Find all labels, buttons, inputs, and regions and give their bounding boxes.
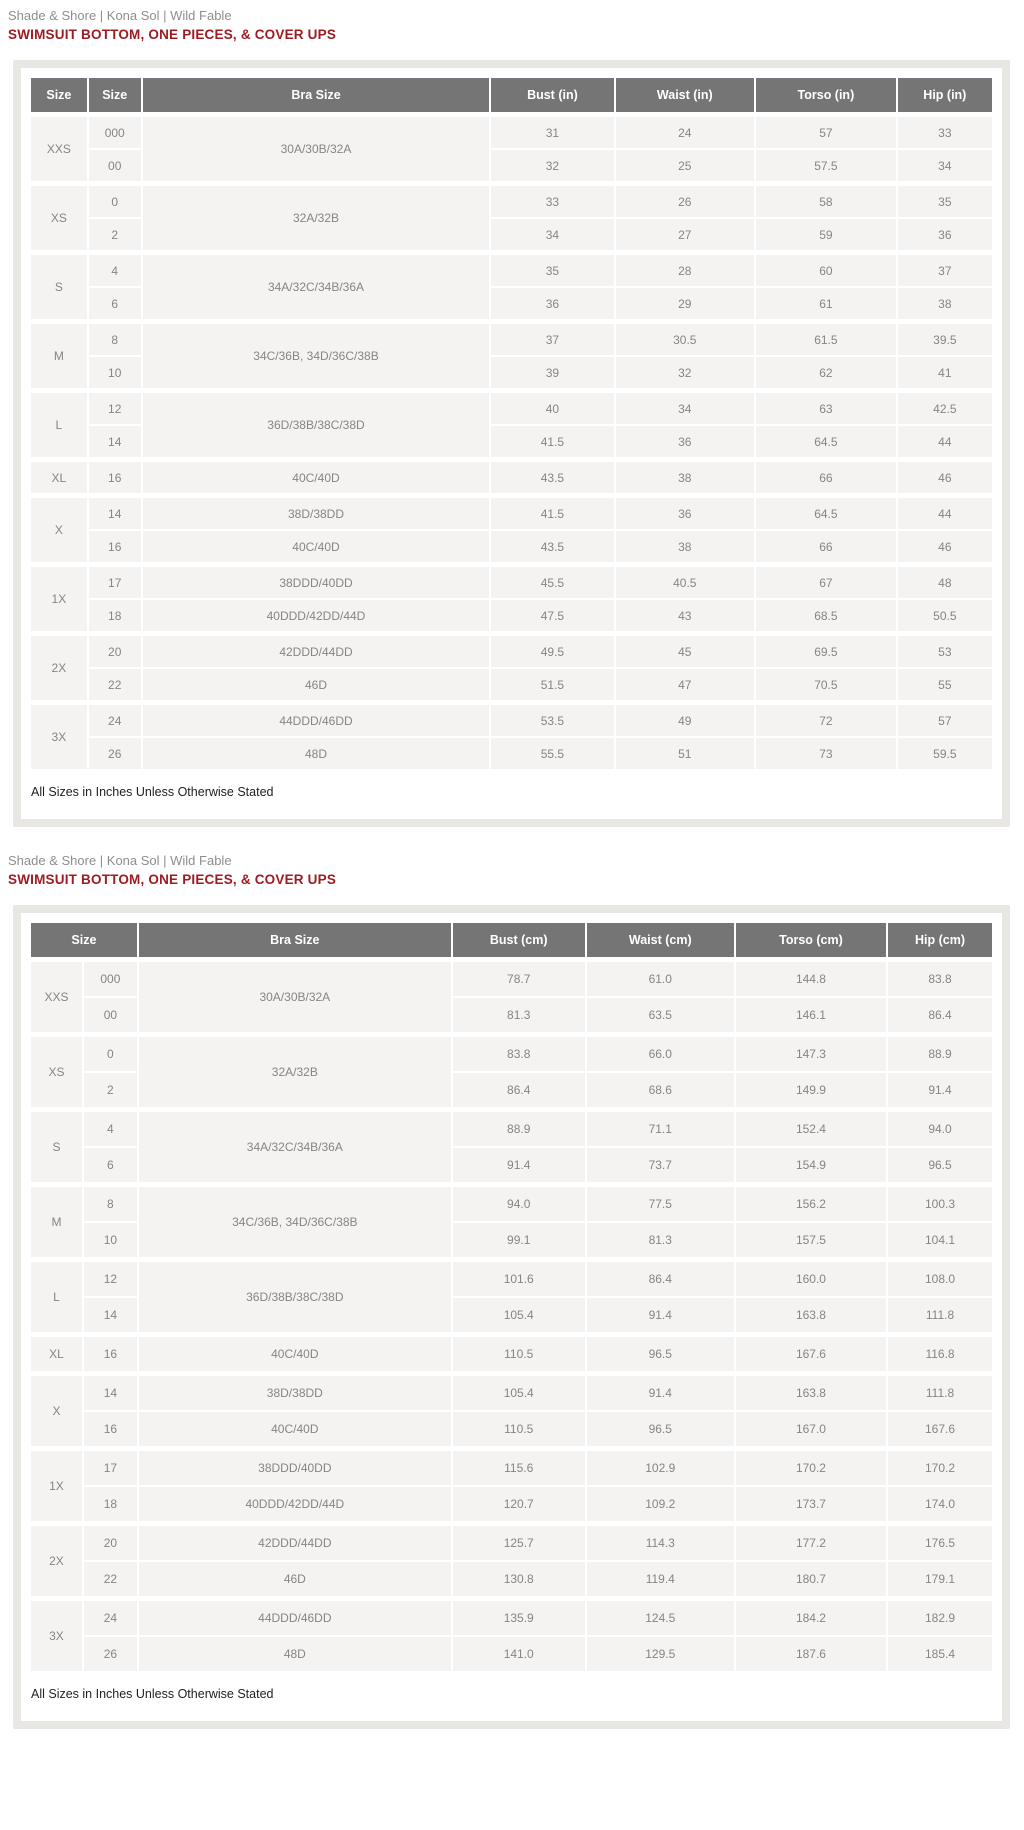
torso-cell: 144.8 [735,960,887,998]
column-header: Torso (cm) [735,922,887,960]
waist-cell: 86.4 [586,1260,735,1298]
column-header: Torso (in) [755,77,897,115]
bust-cell: 43.5 [490,460,614,496]
bra-size-cell: 40DDD/42DD/44D [138,1486,452,1524]
column-header: Bra Size [142,77,491,115]
torso-cell: 147.3 [735,1035,887,1073]
waist-cell: 129.5 [586,1636,735,1671]
table-row [30,634,993,669]
bust-cell: 37 [490,322,614,357]
bust-cell: 40 [490,391,614,426]
torso-cell: 59 [755,218,897,253]
torso-cell: 64.5 [755,496,897,531]
torso-cell: 57 [755,115,897,150]
hip-cell: 46 [897,530,993,565]
table-row [30,1185,993,1223]
hip-cell: 42.5 [897,391,993,426]
size-cell: 8 [83,1185,138,1223]
torso-cell: 57.5 [755,149,897,184]
size-chart-panel [21,68,1002,819]
hip-cell: 34 [897,149,993,184]
bust-cell: 99.1 [452,1222,586,1260]
size-cell: 14 [83,1374,138,1412]
bust-cell: 41.5 [490,496,614,531]
hip-cell: 44 [897,425,993,460]
hip-cell: 185.4 [887,1636,993,1671]
waist-cell: 71.1 [586,1110,735,1148]
bra-size-cell: 44DDD/46DD [142,703,491,738]
hip-cell: 57 [897,703,993,738]
size-chart-table-inches [29,76,994,769]
hip-cell: 39.5 [897,322,993,357]
waist-cell: 68.6 [586,1072,735,1110]
hip-cell: 48 [897,565,993,600]
bra-size-cell: 40DDD/42DD/44D [142,599,491,634]
hip-cell: 38 [897,287,993,322]
bra-size-cell: 40C/40D [138,1411,452,1449]
bust-cell: 141.0 [452,1636,586,1671]
column-header: Waist (cm) [586,922,735,960]
waist-cell: 124.5 [586,1599,735,1637]
table-row [30,1335,993,1374]
waist-cell: 28 [615,253,756,288]
torso-cell: 173.7 [735,1486,887,1524]
torso-cell: 66 [755,530,897,565]
bust-cell: 83.8 [452,1035,586,1073]
torso-cell: 157.5 [735,1222,887,1260]
size-cell: 2 [88,218,142,253]
bust-cell: 105.4 [452,1297,586,1335]
torso-cell: 177.2 [735,1524,887,1562]
table-row [30,1486,993,1524]
hip-cell: 35 [897,184,993,219]
waist-cell: 77.5 [586,1185,735,1223]
size-cell: 000 [88,115,142,150]
size-cell: 17 [83,1449,138,1487]
column-header: Hip (cm) [887,922,993,960]
size-cell: 16 [83,1411,138,1449]
table-row [30,1110,993,1148]
torso-cell: 73 [755,737,897,769]
column-header: Size [30,922,138,960]
bust-cell: 51.5 [490,668,614,703]
hip-cell: 111.8 [887,1297,993,1335]
size-cell: 16 [88,460,142,496]
hip-cell: 44 [897,496,993,531]
table-row [30,737,993,769]
column-header: Hip (in) [897,77,993,115]
size-group-cell: XS [30,1035,83,1110]
hip-cell: 116.8 [887,1335,993,1374]
waist-cell: 40.5 [615,565,756,600]
torso-cell: 70.5 [755,668,897,703]
waist-cell: 27 [615,218,756,253]
hip-cell: 182.9 [887,1599,993,1637]
size-cell: 14 [83,1297,138,1335]
waist-cell: 30.5 [615,322,756,357]
bust-cell: 36 [490,287,614,322]
hip-cell: 100.3 [887,1185,993,1223]
bust-cell: 110.5 [452,1411,586,1449]
waist-cell: 36 [615,425,756,460]
size-cell: 26 [83,1636,138,1671]
waist-cell: 36 [615,496,756,531]
waist-cell: 81.3 [586,1222,735,1260]
hip-cell: 96.5 [887,1147,993,1185]
table-row [30,960,993,998]
torso-cell: 61 [755,287,897,322]
bust-cell: 43.5 [490,530,614,565]
hip-cell: 37 [897,253,993,288]
hip-cell: 36 [897,218,993,253]
bra-size-cell: 42DDD/44DD [142,634,491,669]
size-group-cell: XXS [30,115,88,184]
size-cell: 4 [88,253,142,288]
waist-cell: 34 [615,391,756,426]
bust-cell: 125.7 [452,1524,586,1562]
size-cell: 17 [88,565,142,600]
bust-cell: 49.5 [490,634,614,669]
size-cell: 16 [88,530,142,565]
column-header: Size [88,77,142,115]
bust-cell: 94.0 [452,1185,586,1223]
brand-breadcrumb: Shade & Shore | Kona Sol | Wild Fable [8,8,232,23]
hip-cell: 53 [897,634,993,669]
bust-cell: 120.7 [452,1486,586,1524]
bust-cell: 91.4 [452,1147,586,1185]
bra-size-cell: 36D/38B/38C/38D [138,1260,452,1335]
waist-cell: 91.4 [586,1374,735,1412]
torso-cell: 60 [755,253,897,288]
bra-size-cell: 32A/32B [138,1035,452,1110]
size-cell: 12 [83,1260,138,1298]
size-group-cell: L [30,1260,83,1335]
table-row [30,1449,993,1487]
size-chart-container [13,60,1010,827]
bra-size-cell: 38D/38DD [138,1374,452,1412]
size-cell: 14 [88,496,142,531]
size-cell: 00 [88,149,142,184]
torso-cell: 62 [755,356,897,391]
torso-cell: 163.8 [735,1374,887,1412]
table-row [30,530,993,565]
bust-cell: 45.5 [490,565,614,600]
size-chart-section-inches [0,0,1024,827]
table-row [30,668,993,703]
column-header: Waist (in) [615,77,756,115]
bra-size-cell: 34A/32C/34B/36A [138,1110,452,1185]
size-cell: 16 [83,1335,138,1374]
size-group-cell: S [30,253,88,322]
waist-cell: 24 [615,115,756,150]
table-row [30,1035,993,1073]
bust-cell: 101.6 [452,1260,586,1298]
size-cell: 18 [83,1486,138,1524]
size-cell: 8 [88,322,142,357]
bust-cell: 110.5 [452,1335,586,1374]
torso-cell: 66 [755,460,897,496]
size-cell: 24 [83,1599,138,1637]
bra-size-cell: 30A/30B/32A [142,115,491,184]
size-group-cell: M [30,1185,83,1260]
hip-cell: 174.0 [887,1486,993,1524]
torso-cell: 180.7 [735,1561,887,1599]
bra-size-cell: 40C/40D [138,1335,452,1374]
hip-cell: 91.4 [887,1072,993,1110]
size-cell: 20 [88,634,142,669]
size-cell: 26 [88,737,142,769]
size-group-cell: XXS [30,960,83,1035]
hip-cell: 170.2 [887,1449,993,1487]
waist-cell: 38 [615,460,756,496]
waist-cell: 49 [615,703,756,738]
size-cell: 6 [88,287,142,322]
column-header: Bust (in) [490,77,614,115]
size-cell: 6 [83,1147,138,1185]
hip-cell: 83.8 [887,960,993,998]
column-header: Size [30,77,88,115]
size-group-cell: 2X [30,1524,83,1599]
bust-cell: 31 [490,115,614,150]
table-row [30,1524,993,1562]
bra-size-cell: 34A/32C/34B/36A [142,253,491,322]
bust-cell: 47.5 [490,599,614,634]
torso-cell: 58 [755,184,897,219]
size-cell: 0 [83,1035,138,1073]
torso-cell: 69.5 [755,634,897,669]
bra-size-cell: 32A/32B [142,184,491,253]
size-group-cell: X [30,1374,83,1449]
size-cell: 22 [83,1561,138,1599]
brand-breadcrumb: Shade & Shore | Kona Sol | Wild Fable [8,853,232,868]
waist-cell: 47 [615,668,756,703]
waist-cell: 66.0 [586,1035,735,1073]
table-row [30,1374,993,1412]
bust-cell: 105.4 [452,1374,586,1412]
size-cell: 000 [83,960,138,998]
size-chart-panel [21,913,1002,1721]
torso-cell: 67 [755,565,897,600]
waist-cell: 26 [615,184,756,219]
hip-cell: 176.5 [887,1524,993,1562]
bra-size-cell: 40C/40D [142,530,491,565]
bra-size-cell: 48D [138,1636,452,1671]
units-footnote: All Sizes in Inches Unless Otherwise Stated [29,1671,994,1721]
bust-cell: 53.5 [490,703,614,738]
torso-cell: 72 [755,703,897,738]
hip-cell: 104.1 [887,1222,993,1260]
hip-cell: 33 [897,115,993,150]
size-cell: 12 [88,391,142,426]
hip-cell: 94.0 [887,1110,993,1148]
size-chart-container [13,905,1010,1729]
hip-cell: 179.1 [887,1561,993,1599]
table-row [30,496,993,531]
hip-cell: 86.4 [887,997,993,1035]
waist-cell: 119.4 [586,1561,735,1599]
waist-cell: 38 [615,530,756,565]
table-row [30,703,993,738]
torso-cell: 156.2 [735,1185,887,1223]
size-chart-table-cm [29,921,994,1671]
waist-cell: 51 [615,737,756,769]
waist-cell: 45 [615,634,756,669]
bra-size-cell: 40C/40D [142,460,491,496]
size-group-cell: XL [30,460,88,496]
size-group-cell: 1X [30,1449,83,1524]
bra-size-cell: 30A/30B/32A [138,960,452,1035]
bust-cell: 135.9 [452,1599,586,1637]
bra-size-cell: 44DDD/46DD [138,1599,452,1637]
bra-size-cell: 34C/36B, 34D/36C/38B [138,1185,452,1260]
table-row [30,391,993,426]
hip-cell: 55 [897,668,993,703]
waist-cell: 32 [615,356,756,391]
waist-cell: 29 [615,287,756,322]
bust-cell: 34 [490,218,614,253]
bust-cell: 33 [490,184,614,219]
bra-size-cell: 46D [138,1561,452,1599]
bust-cell: 86.4 [452,1072,586,1110]
bust-cell: 115.6 [452,1449,586,1487]
bra-size-cell: 34C/36B, 34D/36C/38B [142,322,491,391]
bust-cell: 55.5 [490,737,614,769]
torso-cell: 167.6 [735,1335,887,1374]
bust-cell: 41.5 [490,425,614,460]
table-row [30,1411,993,1449]
waist-cell: 102.9 [586,1449,735,1487]
torso-cell: 167.0 [735,1411,887,1449]
hip-cell: 50.5 [897,599,993,634]
hip-cell: 167.6 [887,1411,993,1449]
size-cell: 10 [88,356,142,391]
table-row [30,599,993,634]
bra-size-cell: 46D [142,668,491,703]
bust-cell: 81.3 [452,997,586,1035]
hip-cell: 46 [897,460,993,496]
torso-cell: 163.8 [735,1297,887,1335]
waist-cell: 43 [615,599,756,634]
size-group-cell: S [30,1110,83,1185]
hip-cell: 88.9 [887,1035,993,1073]
table-row [30,1260,993,1298]
torso-cell: 64.5 [755,425,897,460]
waist-cell: 96.5 [586,1411,735,1449]
column-header: Bra Size [138,922,452,960]
size-cell: 22 [88,668,142,703]
size-cell: 10 [83,1222,138,1260]
bust-cell: 32 [490,149,614,184]
size-group-cell: M [30,322,88,391]
hip-cell: 41 [897,356,993,391]
table-row [30,322,993,357]
size-group-cell: XS [30,184,88,253]
table-row [30,1561,993,1599]
size-group-cell: 2X [30,634,88,703]
torso-cell: 63 [755,391,897,426]
table-row [30,253,993,288]
bra-size-cell: 42DDD/44DD [138,1524,452,1562]
bust-cell: 88.9 [452,1110,586,1148]
bra-size-cell: 36D/38B/38C/38D [142,391,491,460]
units-footnote: All Sizes in Inches Unless Otherwise Stated [29,769,994,819]
table-row [30,184,993,219]
waist-cell: 96.5 [586,1335,735,1374]
torso-cell: 68.5 [755,599,897,634]
size-cell: 0 [88,184,142,219]
torso-cell: 184.2 [735,1599,887,1637]
torso-cell: 146.1 [735,997,887,1035]
torso-cell: 152.4 [735,1110,887,1148]
waist-cell: 114.3 [586,1524,735,1562]
waist-cell: 61.0 [586,960,735,998]
torso-cell: 187.6 [735,1636,887,1671]
size-cell: 20 [83,1524,138,1562]
size-chart-section-cm [0,827,1024,1729]
torso-cell: 170.2 [735,1449,887,1487]
page-title: SWIMSUIT BOTTOM, ONE PIECES, & COVER UPS [8,27,337,42]
torso-cell: 61.5 [755,322,897,357]
page-title: SWIMSUIT BOTTOM, ONE PIECES, & COVER UPS [8,872,337,887]
bust-cell: 78.7 [452,960,586,998]
bust-cell: 130.8 [452,1561,586,1599]
size-cell: 18 [88,599,142,634]
size-group-cell: L [30,391,88,460]
hip-cell: 108.0 [887,1260,993,1298]
table-row [30,1636,993,1671]
hip-cell: 111.8 [887,1374,993,1412]
bust-cell: 35 [490,253,614,288]
waist-cell: 73.7 [586,1147,735,1185]
torso-cell: 154.9 [735,1147,887,1185]
size-cell: 2 [83,1072,138,1110]
size-cell: 24 [88,703,142,738]
torso-cell: 160.0 [735,1260,887,1298]
size-group-cell: 1X [30,565,88,634]
hip-cell: 59.5 [897,737,993,769]
bra-size-cell: 38D/38DD [142,496,491,531]
waist-cell: 91.4 [586,1297,735,1335]
torso-cell: 149.9 [735,1072,887,1110]
size-cell: 14 [88,425,142,460]
table-row [30,115,993,150]
table-row [30,1599,993,1637]
column-header: Bust (cm) [452,922,586,960]
bust-cell: 39 [490,356,614,391]
size-group-cell: 3X [30,703,88,770]
size-group-cell: XL [30,1335,83,1374]
size-cell: 4 [83,1110,138,1148]
size-group-cell: X [30,496,88,565]
table-row [30,460,993,496]
waist-cell: 63.5 [586,997,735,1035]
table-row [30,565,993,600]
size-cell: 00 [83,997,138,1035]
waist-cell: 109.2 [586,1486,735,1524]
bra-size-cell: 38DDD/40DD [142,565,491,600]
waist-cell: 25 [615,149,756,184]
size-group-cell: 3X [30,1599,83,1672]
bra-size-cell: 48D [142,737,491,769]
bra-size-cell: 38DDD/40DD [138,1449,452,1487]
